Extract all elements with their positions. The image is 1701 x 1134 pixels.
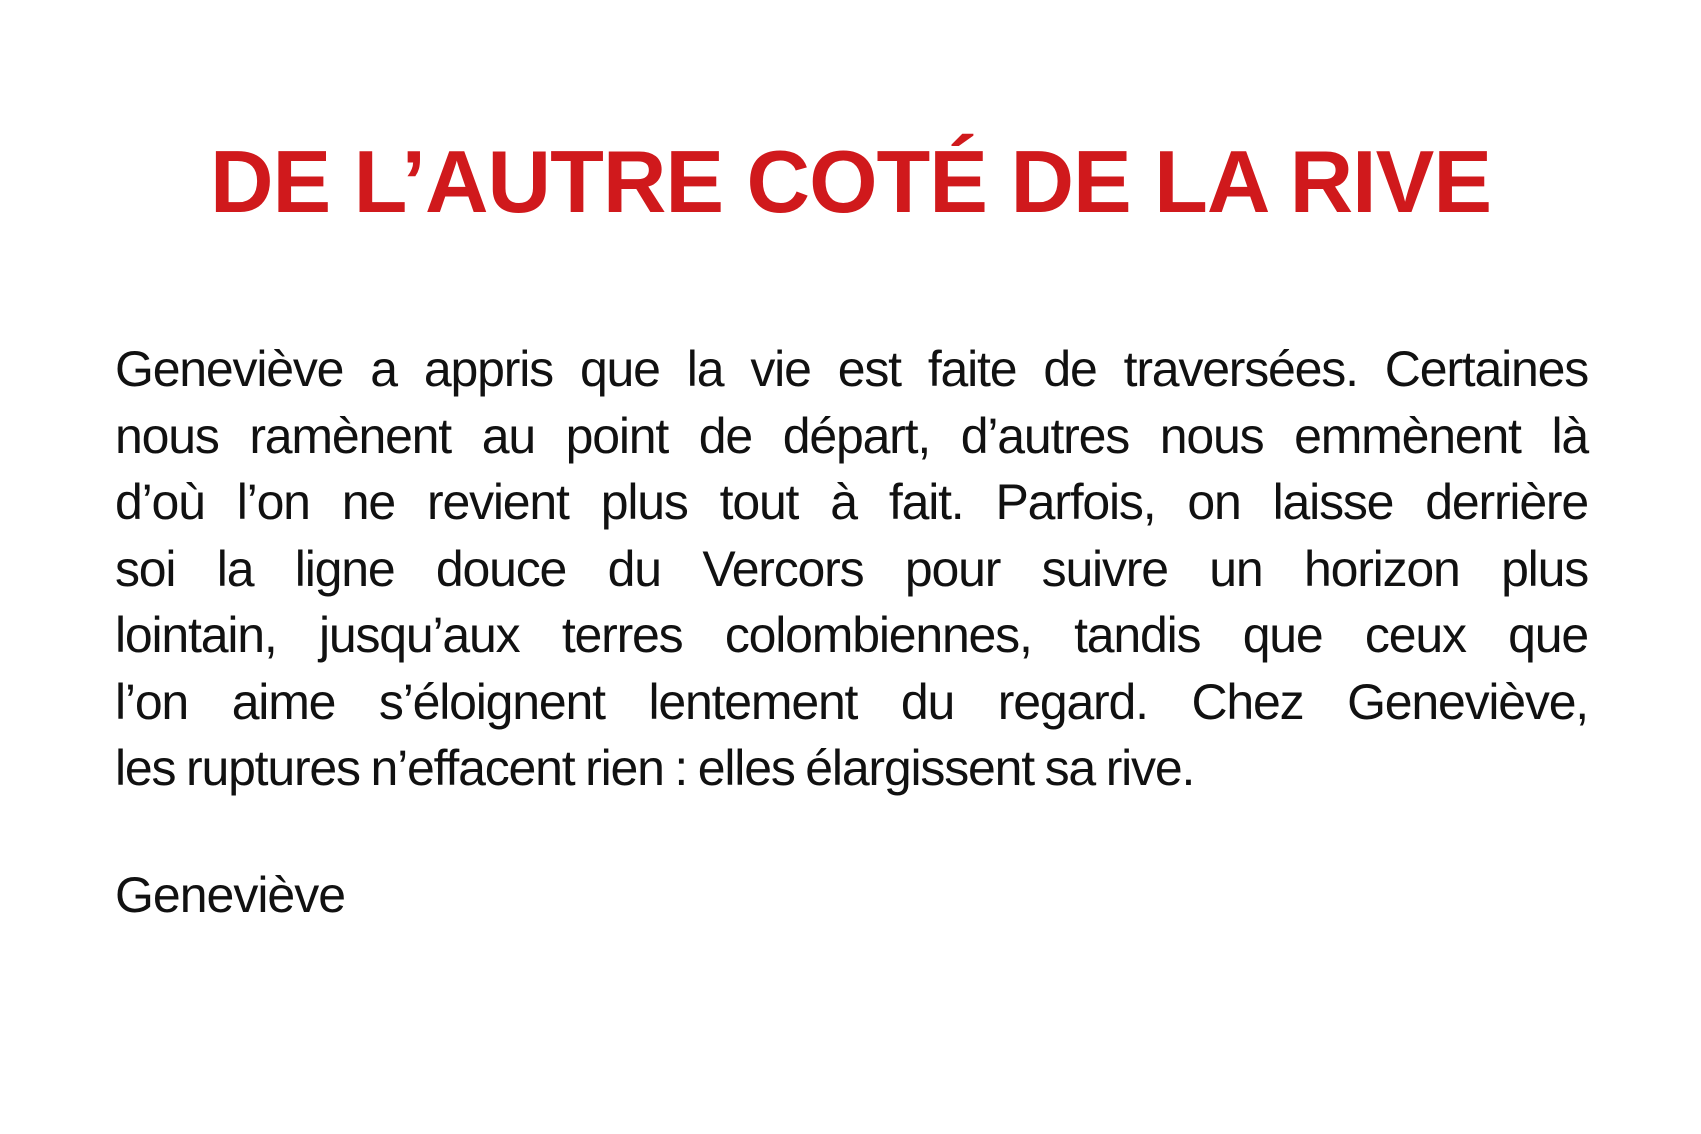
signature: Geneviève [115,867,346,923]
paragraph-line: l’on aime s’éloignent lentement du regard. Chez Geneviève, [115,673,1588,730]
paragraph-line: nous ramènent au point de départ, d’autres nous emmènent là [115,407,1588,464]
paragraph-line: Geneviève a appris que la vie est faite de traversées. Certaines [115,341,1588,397]
body-paragraph [115,336,1588,802]
paragraph-line: soi la ligne douce du Vercors pour suivre un horizon plus [115,540,1588,597]
page-title: DE L’AUTRE COTÉ DE LA RIVE [209,132,1492,231]
paragraph-line: lointain, jusqu’aux terres colombiennes, tandis que ceux que [115,607,1588,663]
paragraph-line: les ruptures n’effacent rien : elles élargissent sa rive. [115,740,1195,796]
paragraph-line: d’où l’on ne revient plus tout à fait. Parfois, on laisse derrière [115,474,1588,530]
